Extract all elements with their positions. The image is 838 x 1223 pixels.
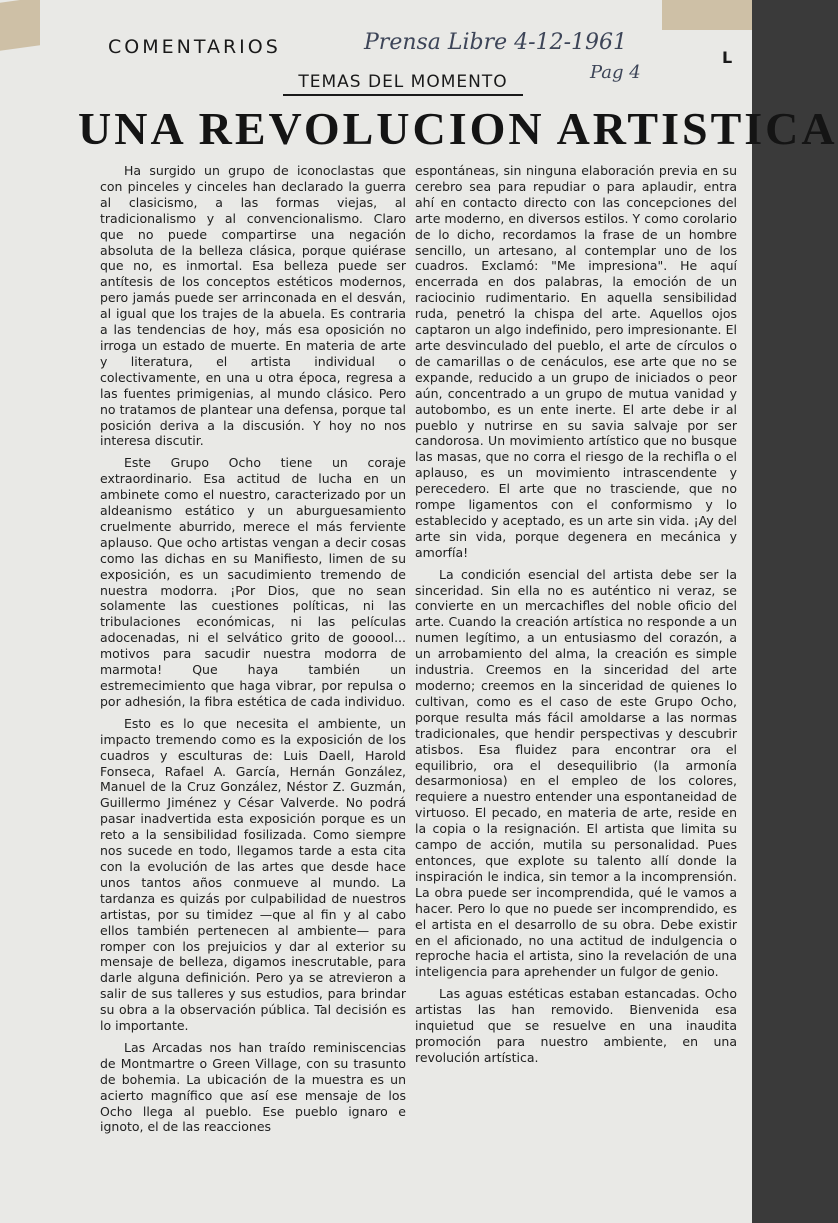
left-column: [100, 163, 406, 1135]
handwritten-page-note: Pag 4: [590, 62, 641, 83]
paragraph: Las aguas estéticas estaban estancadas. Ocho artistas las han removido. Bienvenida esa inquietud que se resuelve en una inaudita promoción para nuestro ambiente, en una revolución artística.: [415, 986, 737, 1065]
kicker-label: COMENTARIOS: [108, 36, 281, 58]
corner-letter: L: [722, 48, 733, 67]
paragraph: Este Grupo Ocho tiene un coraje extraordinario. Esa actitud de lucha en un ambinete como el nuestro, caracterizado por un aldeanismo estático y un aburguesamiento cruelmente aburrido, merece el más ferviente aplauso. Que ocho artistas vengan a decir cosas como las dichas en su Manifiesto, limen de su exposición, es un sacudimiento tremendo de nuestra modorra. ¡Por Dios, que no sean solamente las cuestiones políticas, ni las tribulaciones económicas, ni las películas adocenadas, ni el selvático grito de gooool... motivos para sacudir nuestra modorra de marmota! Que haya también un estremecimiento que haga vibrar, por repulsa o por adhesión, la fibra estética de cada individuo.: [100, 455, 406, 709]
handwritten-date-note: Prensa Libre 4-12-1961: [364, 30, 628, 55]
paragraph: Ha surgido un grupo de iconoclastas que con pinceles y cinceles han declarado la guerra al clasicismo, a las formas viejas, al tradicionalismo y al convencionalismo. Claro que no puede compartirse una negación absoluta de la belleza clásica, porque quiérase que no, es inmortal. Esa belleza puede ser antítesis de los conceptos estéticos modernos, pero jamás puede ser arrinconada en el desván, al igual que los trajes de la abuela. Es contraria a las tendencias de hoy, más esa oposición no irroga un estado de muerte. En materia de arte y literatura, el artista individual o colectivamente, en una u otra época, regresa a las fuentes primigenias, al mundo clásico. Pero no tratamos de plantear una defensa, porque tal posición deriva a la discusión. Y hoy no nos interesa discutir.: [100, 163, 406, 449]
paragraph: Las Arcadas nos han traído reminiscencias de Montmartre o Green Village, con su trasunto de bohemia. La ubicación de la muestra es un acierto magnífico que así ese mensaje de los Ocho llega al pueblo. Ese pueblo ignaro e ignoto, el de las reacciones: [100, 1039, 406, 1135]
right-column: [415, 163, 737, 1066]
tape-strip-left: [0, 0, 40, 51]
section-title: TEMAS DEL MOMENTO: [283, 72, 523, 96]
paragraph: La condición esencial del artista debe ser la sinceridad. Sin ella no es auténtico ni veraz, se convierte en un mercachifles del noble oficio del arte. Cuando la creación artística no responde a un numen legítimo, a un entusiasmo del corazón, a un arrobamiento del alma, la creación es simple industria. Creemos en la sinceridad del arte moderno; creemos en la sinceridad de quienes lo cultivan, como es el caso de este Grupo Ocho, porque resulta más fácil amoldarse a las normas tradicionales, que hendir perspectivas y descubrir atisbos. Esa fluidez para encontrar ora el equilibrio, ora el desequilibrio (la armonía desarmoniosa) en el empleo de los colores, requiere a nuestro entender una espontaneidad de virtuoso. El pecado, en materia de arte, reside en la copia o la resignación. El artista que limita su campo de acción, mutila su personalidad. Pues entonces, que explote su talento allí donde la inspiración le indica, sin temor a la incomprensión. La obra puede ser incomprendida, qué le vamos a hacer. Pero lo que no puede ser incomprendido, es el artista en el desarrollo de su obra. Debe existir en el aficionado, no una actitud de indulgencia o reproche hacia el artista, sino la revelación de una inteligencia para aprehender un fulgor de genio.: [415, 566, 737, 980]
paragraph: Esto es lo que necesita el ambiente, un impacto tremendo como es la exposición de los cuadros y esculturas de: Luis Daell, Harold Fonseca, Rafael A. García, Hernán González, Manuel de la Cruz González, Néstor Z. Guzmán, Guillermo Jiménez y César Valverde. No podrá pasar inadvertida esta exposición porque es un reto a la sensibilidad fosilizada. Como siempre nos sucede en todo, llegamos tarde a esta cita con la evolución de las artes que desde hace unos tantos años conmueve al mundo. La tardanza es quizás por culpabilidad de nuestros artistas, por su timidez —que al fin y al cabo ellos también pertenecen al ambiente— para romper con los prejuicios y dar al exterior su mensaje de belleza, digamos inescrutable, para darle alguna definición. Pero ya se atrevieron a salir de sus talleres y sus estudios, para brindar su obra a la observación pública. Tal decisión es lo importante.: [100, 715, 406, 1034]
paragraph: espontáneas, sin ninguna elaboración previa en su cerebro sea para repudiar o para aplaudir, entra ahí en contacto directo con las concepciones del arte moderno, en diversos estilos. Y como corolario de lo dicho, recordamos la frase de un hombre sencillo, un artesano, al contemplar uno de los cuadros. Exclamó: "Me impresiona". He aquí encerrada en dos palabras, la emoción de un raciocinio rudimentario. En aquella sensibilidad ruda, penetró la chispa del arte. Aquellos ojos captaron un algo indefinido, pero impresionante. El arte desvinculado del pueblo, el arte de círculos o de camarillas o de cenáculos, ese arte que no se expande, reducido a un grupo de iniciados o peor aún, concentrado a un grupo de mutua vanidad y autobombo, es un ente inerte. El arte debe ir al pueblo y nutrirse en su savia salvaje por ser candorosa. Un movimiento artístico que no busque las masas, que no corra el riesgo de la rechifla o el aplauso, es un movimiento intrascendente y perecedero. El arte que no trasciende, que no rompe ligamentos con el conformismo y lo establecido y aceptado, es un arte sin vida. ¡Ay del arte sin vida, porque degenera en mecánica y amorfía!: [415, 163, 737, 560]
tape-strip-right: [662, 0, 752, 30]
headline: UNA REVOLUCION ARTISTICA: [78, 103, 838, 154]
